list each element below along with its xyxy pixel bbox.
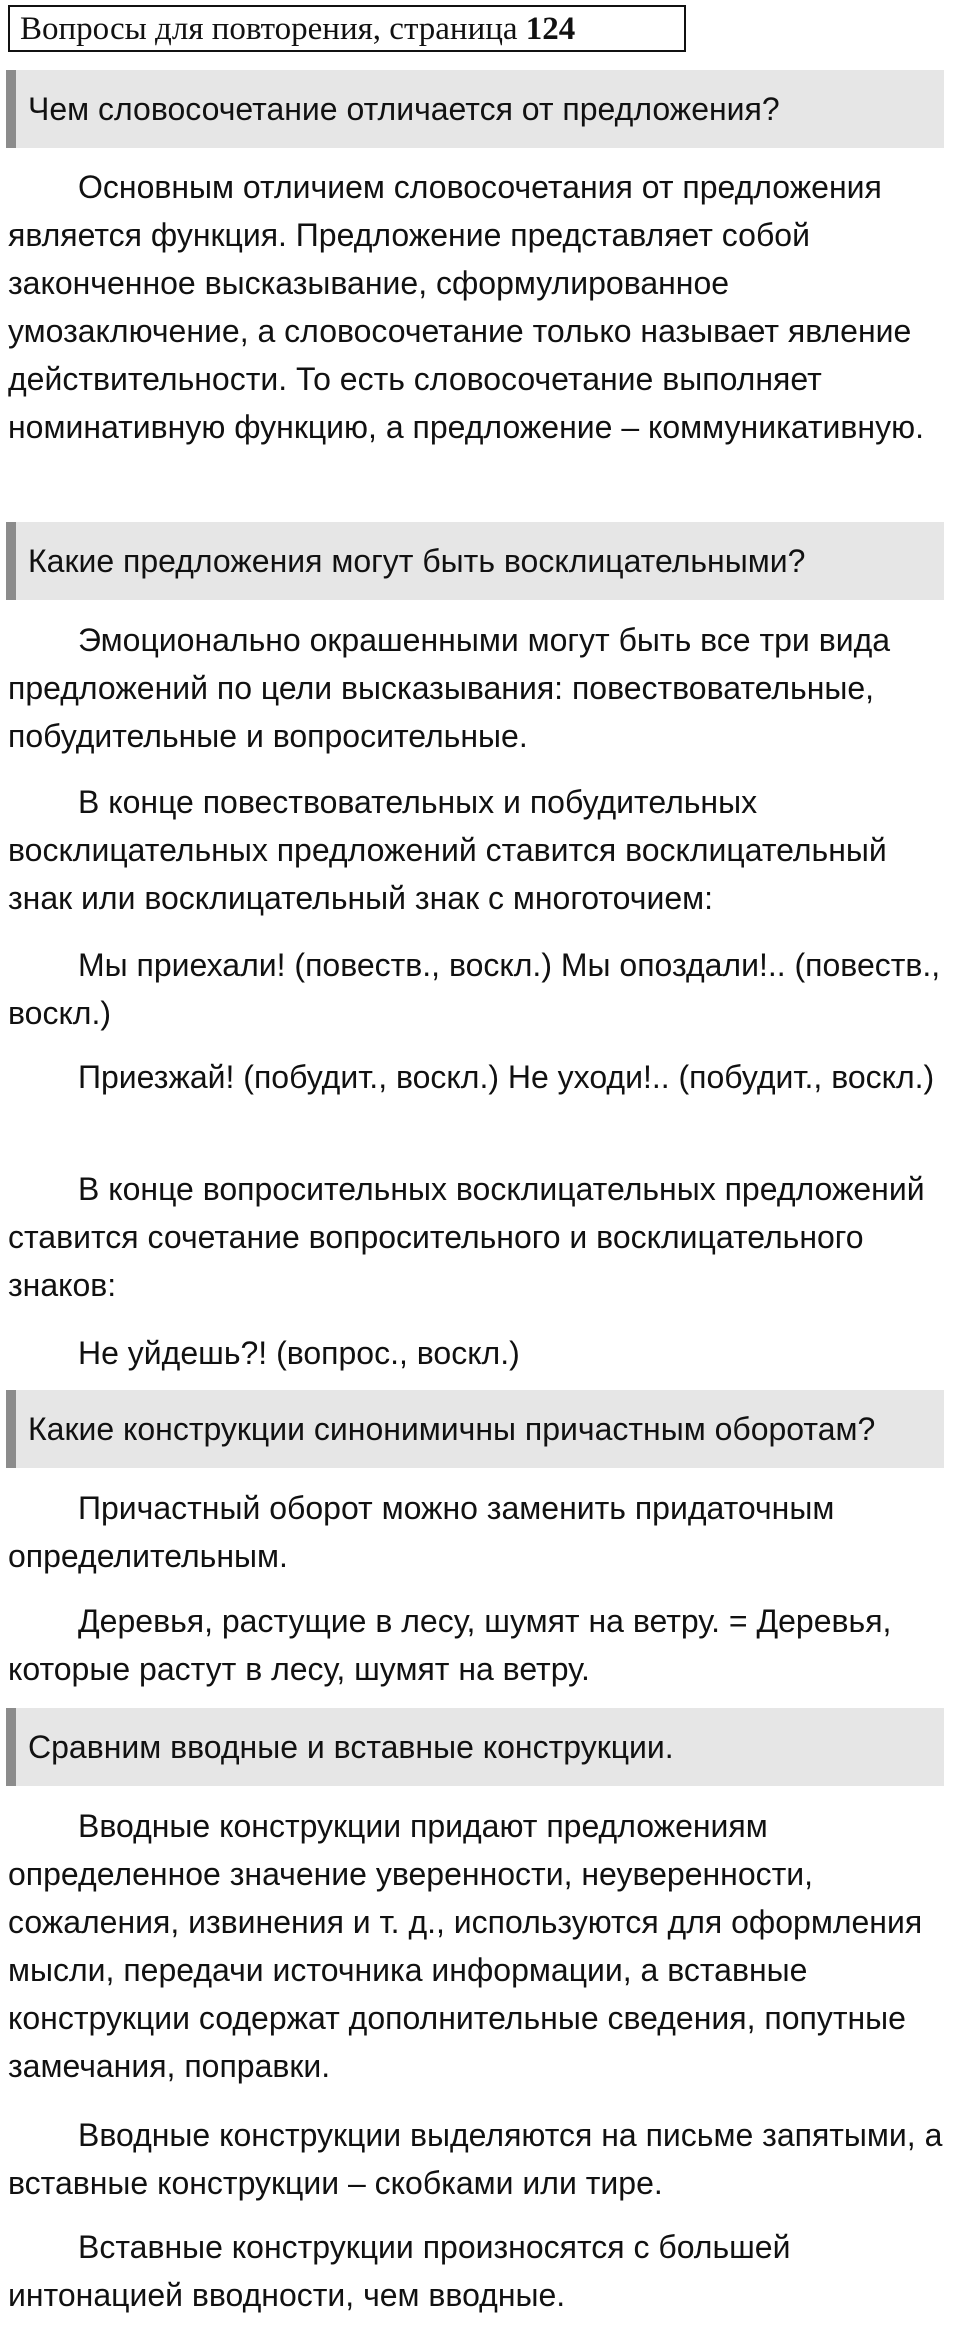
question-heading-3: Какие конструкции синонимичны причастным оборотам? [6,1390,944,1468]
answer-paragraph: В конце вопросительных восклицательных предложений ставится сочетание вопросительного и восклицательного знаков: [8,1171,925,1303]
page-title [8,5,686,52]
answer-paragraph: Причастный оборот можно заменить придаточным определительным. [8,1490,835,1574]
answer-paragraph: Эмоционально окрашенными могут быть все три вида предложений по цели высказывания: повествовательные, побудительные и вопросительные. [8,622,891,754]
question-heading-1: Чем словосочетание отличается от предложения? [6,70,944,148]
page-number: 124 [525,11,576,47]
answer-paragraph: Вводные конструкции выделяются на письме запятыми, а вставные конструкции – скобками или тире. [8,2117,943,2201]
answer-paragraph: В конце повествовательных и побудительных восклицательных предложений ставится восклицательный знак или восклицательный знак с многоточием: [8,784,887,916]
page-title-text: Вопросы для повторения, страница [20,11,518,47]
answer-paragraph: Вводные конструкции придают предложениям определенное значение уверенности, неуверенности, сожаления, извинения и т. д., используются для оформления мысли, передачи источника информации, а вставные конструкции содержат дополнительные сведения, попутные замечания, поправки. [8,1808,923,2084]
question-heading-4: Сравним вводные и вставные конструкции. [6,1708,944,1786]
question-heading-2: Какие предложения могут быть восклицательными? [6,522,944,600]
answer-paragraph: Основным отличием словосочетания от предложения является функция. Предложение представляет собой законченное высказывание, сформулированное умозаключение, а словосочетание только называет явление действительности. То есть словосочетание выполняет номинативную функцию, а предложение – коммуникативную. [8,169,924,445]
example-paragraph: Приезжай! (побудит., воскл.) Не уходи!.. (побудит., воскл.) [78,1059,935,1095]
answer-paragraph: Вставные конструкции произносятся с большей интонацией вводности, чем вводные. [8,2229,791,2313]
example-paragraph: Мы приехали! (повеств., воскл.) Мы опоздали!.. (повеств., воскл.) [8,947,941,1031]
example-paragraph: Не уйдешь?! (вопрос., воскл.) [78,1335,520,1371]
example-paragraph: Деревья, растущие в лесу, шумят на ветру. = Деревья, которые растут в лесу, шумят на ветру. [8,1603,892,1687]
